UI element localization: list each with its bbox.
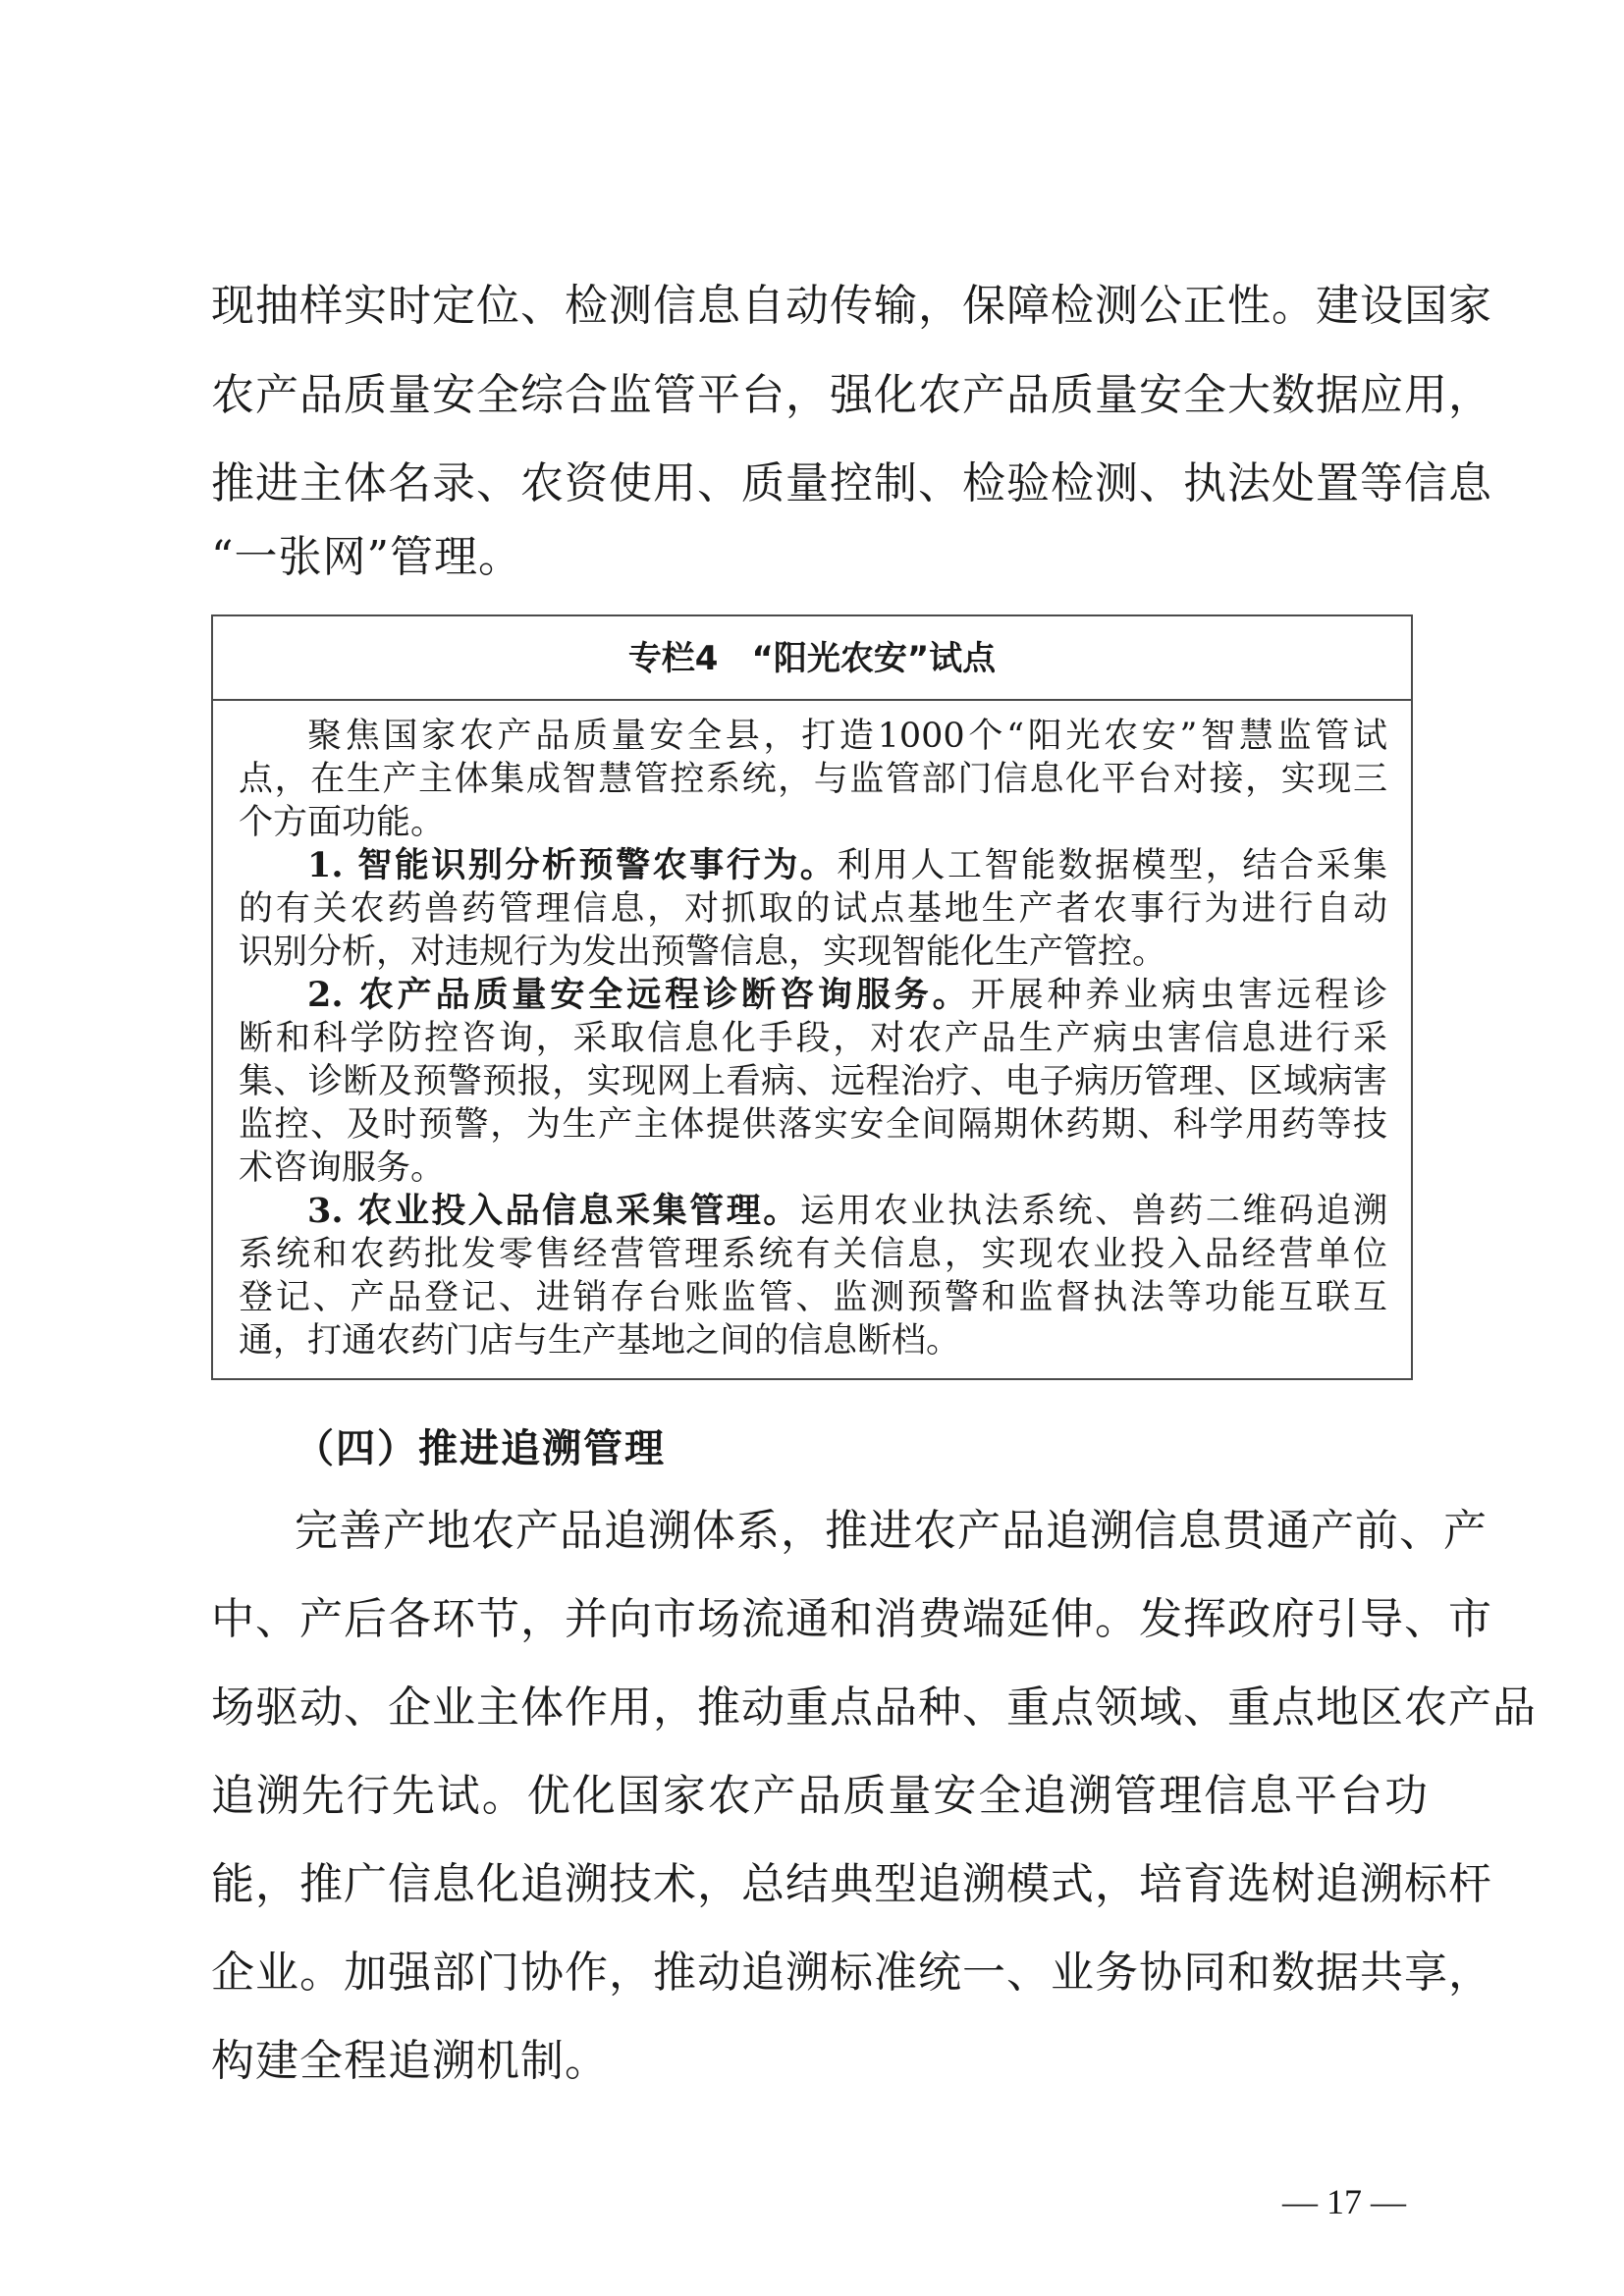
box-item2-line-2: 断和科学防控咨询，采取信息化手段，对农产品生产病虫害信息进行采 — [239, 1019, 1387, 1058]
body-top-line-1: 现抽样实时定位、检测信息自动传输，保障检测公正性。建设国家 — [211, 281, 1492, 331]
section-line-3: 场驱动、企业主体作用，推动重点品种、重点领域、重点地区农产品 — [211, 1682, 1537, 1733]
box-intro-line-1: 聚焦国家农产品质量安全县，打造1000个“阳光农安”智慧监管试 — [307, 717, 1387, 756]
box-item3-line-2: 系统和农药批发零售经营管理系统有关信息，实现农业投入品经营单位 — [239, 1235, 1387, 1274]
section-line-5: 能，推广信息化追溯技术，总结典型追溯模式，培育选树追溯标杆 — [211, 1859, 1492, 1909]
section-line-6: 企业。加强部门协作，推动追溯标准统一、业务协同和数据共享， — [211, 1948, 1492, 1998]
box-intro-line-2: 点，在生产主体集成智慧管控系统，与监管部门信息化平台对接，实现三 — [239, 760, 1387, 799]
box-item2-line-5: 术咨询服务。 — [239, 1148, 446, 1188]
box-intro-line-3: 个方面功能。 — [239, 803, 446, 842]
box-item2-line-3: 集、诊断及预警预报，实现网上看病、远程治疗、电子病历管理、区域病害 — [239, 1062, 1387, 1101]
box-item1-heading: 1. 智能识别分析预警农事行为。 — [307, 845, 838, 885]
section-line-4: 追溯先行先试。优化国家农产品质量安全追溯管理信息平台功 — [211, 1771, 1429, 1821]
box-item1-line-2: 的有关农药兽药管理信息，对抓取的试点基地生产者农事行为进行自动 — [239, 889, 1387, 929]
box-item1-line-3: 识别分析，对违规行为发出预警信息，实现智能化生产管控。 — [239, 933, 1167, 972]
box-item3-line-3: 登记、产品登记、进销存台账监管、监测预警和监督执法等功能互联互 — [239, 1278, 1387, 1317]
page-number: — 17 — — [1282, 2182, 1406, 2221]
box-item1-lead: 利用人工智能数据模型，结合采集 — [837, 846, 1387, 885]
body-top-line-4: “一张网”管理。 — [211, 532, 522, 582]
box-item2-heading: 2. 农产品质量安全远程诊断咨询服务。 — [307, 975, 971, 1015]
body-top-line-2: 农产品质量安全综合监管平台，强化农产品质量安全大数据应用， — [211, 370, 1492, 420]
box-item2-lead: 开展种养业病虫害远程诊 — [970, 976, 1387, 1015]
box-item3-line-4: 通，打通农药门店与生产基地之间的信息断档。 — [239, 1321, 961, 1361]
box-item3-heading: 3. 农业投入品信息采集管理。 — [307, 1191, 800, 1231]
special-column-box — [211, 614, 1413, 1380]
section-line-7: 构建全程追溯机制。 — [211, 2036, 609, 2086]
box-item2-line-4: 监控、及时预警，为生产主体提供落实安全间隔期休药期、科学用药等技 — [239, 1105, 1387, 1145]
section-heading: （四）推进追溯管理 — [295, 1426, 666, 1471]
box-item3-lead: 运用农业执法系统、兽药二维码追溯 — [799, 1192, 1387, 1231]
box-item2-first-line — [307, 974, 1387, 1017]
box-item1-first-line — [307, 844, 1387, 887]
section-line-1: 完善产地农产品追溯体系，推进农产品追溯信息贯通产前、产 — [295, 1506, 1488, 1556]
section-line-2: 中、产后各环节，并向市场流通和消费端延伸。发挥政府引导、市 — [211, 1594, 1492, 1644]
body-top-line-3: 推进主体名录、农资使用、质量控制、检验检测、执法处置等信息 — [211, 458, 1492, 508]
box-title: 专栏4 “阳光农安”试点 — [213, 616, 1411, 701]
box-item3-first-line — [307, 1190, 1387, 1233]
